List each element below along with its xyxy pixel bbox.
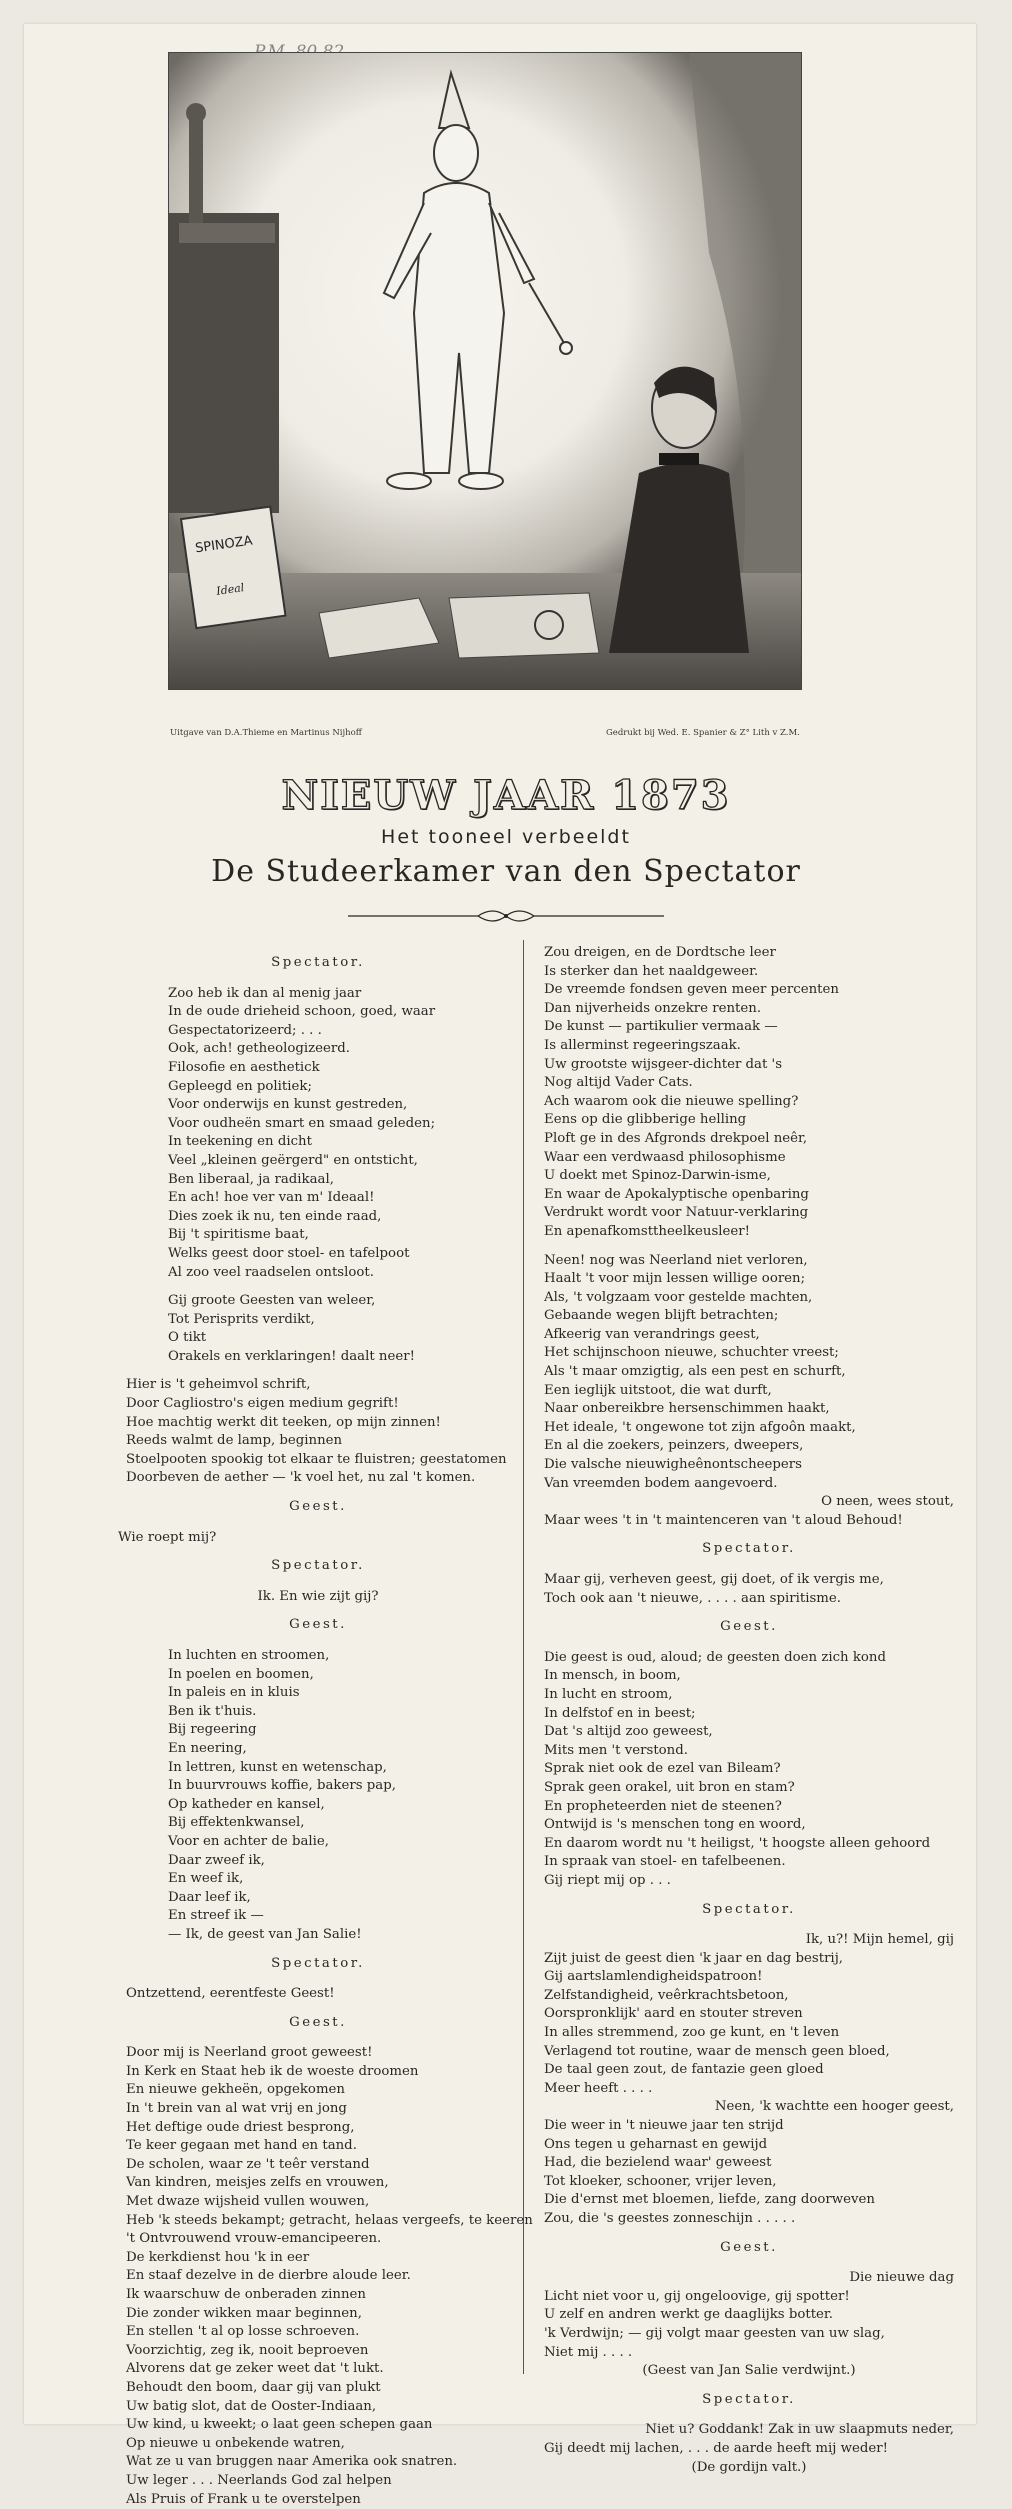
verse-line: Gij aartslamlendigheidspatroon! [544,1969,763,1985]
verse-line: Voor oudheën smart en smaad geleden; [168,1115,436,1131]
verse-line: En stellen 't al op losse schroeven. [126,2324,360,2340]
verse-line: Ontzettend, eerentfeste Geest! [126,1986,335,2002]
verse-line: In mensch, in boom, [544,1668,681,1684]
verse-line: Een ieglijk uitstoot, die wat durft, [544,1382,772,1398]
verse-line: Te keer gegaan met hand en tand. [126,2138,357,2154]
verse-line: Oorspronklijk' aard en stouter streven [544,2006,803,2022]
verse-line: Ik. En wie zijt gij? [257,1588,379,1604]
stanza-gap [118,1282,518,1292]
verse-line: Daar zweef ik, [168,1852,265,1868]
verse-line: In buurvrouws koffie, bakers pap, [168,1778,396,1794]
verse-line: Niet u? Goddank! Zak in uw slaapmuts neder, [645,2422,954,2438]
verse-line: Maar gij, verheven geest, gij doet, of ik vergis me, [544,1572,884,1587]
verse-line: 'k Verdwijn; — gij volgt maar geesten van uw slag, [544,2325,885,2341]
verse-line: Uw leger . . . Neerlands God zal helpen [126,2472,392,2488]
verse-line: In delfstof en in beest; [544,1705,696,1721]
verse-line: Tot Perisprits verdikt, [168,1311,315,1327]
verse-line: Toch ook aan 't nieuwe, . . . . aan spiritisme. [544,1590,841,1606]
verse-line: En propheteerden niet de steenen? [544,1798,782,1814]
verse-line: En nieuwe gekheën, opgekomen [126,2082,345,2098]
verse-line: En weef ik, [168,1871,244,1887]
verse-line: Hier is 't geheimvol schrift, [126,1377,311,1393]
book-label-spinoza: SPINOZA [194,533,254,557]
verse-line: En ach! hoe ver van m' Ideaal! [168,1190,375,1206]
speaker-name: Spectator. [702,1541,796,1557]
verse-line: In lettren, kunst en wetenschap, [168,1759,387,1775]
verse-line: Zijt juist de geest dien 'k jaar en dag bestrij, [544,1950,844,1966]
verse-line: Gepleegd en politiek; [168,1078,312,1094]
verse-line: Stoelpooten spookig tot elkaar te fluistren; geestatomen [126,1451,507,1467]
verse-line: Ook, ach! getheologizeerd. [168,1041,350,1057]
verse-line: Door Cagliostro's eigen medium gegrift! [126,1396,399,1412]
verse-line: Ben liberaal, ja radikaal, [168,1171,334,1187]
verse-line: Gij riept mij op . . . [544,1872,671,1888]
verse-line: Uw grootste wijsgeer-dichter dat 's [544,1056,783,1072]
speaker-name: Geest. [720,2239,778,2255]
verse-line: Gij deedt mij lachen, . . . de aarde heeft mij weder! [544,2440,888,2456]
verse-line: Sprak geen orakel, uit bron en stam? [544,1779,795,1795]
verse-line: Door mij is Neerland groot geweest! [126,2045,373,2061]
verse-line: Ploft ge in des Afgronds drekpoel neêr, [544,1130,808,1146]
verse-line: O tikt [168,1330,207,1346]
stanza-gap [118,1366,518,1376]
verse-line: (De gordijn valt.) [691,2459,807,2475]
verse-line: Die zonder wikken maar beginnen, [126,2305,362,2321]
book-label-ideal: Ideal [215,581,246,598]
verse-line: Gij groote Geesten van weleer, [168,1293,376,1309]
speaker-name: Geest. [289,1499,347,1515]
verse-line: — Ik, de geest van Jan Salie! [168,1926,362,1942]
verse-line: Welks geest door stoel- en tafelpoot [168,1245,410,1261]
verse-line: Sprak niet ook de ezel van Bileam? [544,1761,781,1777]
speaker-name: Geest. [289,1617,347,1633]
stanza-gap [544,1242,954,1252]
verse-line: Als 't maar omzigtig, als een pest en schurft, [544,1364,846,1380]
verse-line: Naar onbereikbre hersenschimmen haakt, [544,1401,830,1417]
verse-line: Voor onderwijs en kunst gestreden, [168,1097,408,1113]
verse-line: Zou dreigen, en de Dordtsche leer [544,945,776,960]
verse-line: En waar de Apokalyptische openbaring [544,1186,809,1202]
verse-line: Daar leef ik, [168,1889,251,1905]
verse-line: In 't brein van al wat vrij en jong [126,2101,347,2117]
verse-line: Ben ik t'huis. [168,1703,257,1719]
verse-line: Eens op die glibberige helling [544,1112,747,1128]
verse-line: Als Pruis of Frank u te overstelpen [126,2491,361,2507]
verse-line: Ik, u?! Mijn hemel, gij [805,1932,954,1948]
verse-line: Behoudt den boom, daar gij van plukt [126,2379,381,2395]
subtitle: Het tooneel verbeeldt [381,826,631,848]
verse-line: Is sterker dan het naaldgeweer. [544,963,759,979]
ornament-divider [348,904,664,928]
verse-line: Dan nijverheids onzekre renten. [544,1000,762,1016]
verse-line: Gespectatorizeerd; . . . [168,1022,322,1038]
verse-line: Wie roept mij? [118,1529,217,1545]
verse-line: Alvorens dat ge zeker weet dat 't lukt. [126,2361,384,2377]
speaker-name: Spectator. [271,1955,365,1971]
verse-line: En daarom wordt nu 't heiligst, 't hoogste alleen gehoord [544,1835,931,1851]
verse-line: In luchten en stroomen, [168,1648,330,1663]
verse-line: En neering, [168,1740,247,1756]
verse-line: En staaf dezelve in de dierbre aloude leer. [126,2268,411,2284]
main-title: NIEUW JAAR 1873 [281,772,731,819]
verse-line: Doorbeven de aether — 'k voel het, nu zal 't komen. [126,1470,476,1486]
verse-line: In alles stremmend, zoo ge kunt, en 't leven [544,2025,840,2041]
verse-line: In lucht en stroom, [544,1686,673,1702]
verse-line: Neen! nog was Neerland niet verloren, [544,1252,808,1268]
verse-line: Mits men 't verstond. [544,1742,688,1758]
verse-line: De taal geen zout, de fantazie geen gloed [544,2062,824,2078]
verse-line: Afkeerig van verandrings geest, [544,1326,760,1342]
verse-line: 't Ontvrouwend vrouw-emancipeeren. [126,2231,382,2247]
verse-line: Bij 't spiritisme baat, [168,1227,309,1243]
verse-line: Als, 't volgzaam voor gestelde machten, [544,1289,813,1305]
verse-line: En apenafkomsttheelkeusleer! [544,1223,750,1239]
verse-line: En streef ik — [168,1908,264,1924]
verse-line: Ach waarom ook die nieuwe spelling? [544,1093,799,1109]
verse-line: Reeds walmt de lamp, beginnen [126,1433,343,1449]
scene-title: De Studeerkamer van den Spectator [211,854,801,889]
verse-line: En al die zoekers, peinzers, dweepers, [544,1438,804,1454]
verse-line: Tot kloeker, schooner, vrijer leven, [544,2173,777,2189]
illustration-drawing [169,53,801,689]
verse-line: Zou, die 's geestes zonneschijn . . . . . [544,2211,796,2226]
verse-line: De kunst — partikulier vermaak — [544,1019,778,1035]
speaker-name: Geest. [289,2014,347,2030]
verse-line: Van kindren, meisjes zelfs en vrouwen, [126,2175,389,2191]
column-divider [523,940,524,2374]
verse-line: Die geest is oud, aloud; de geesten doen zich kond [544,1649,886,1665]
verse-line: Van vreemden bodem aangevoerd. [544,1475,778,1491]
verse-line: Die weer in 't nieuwe jaar ten strijd [544,2118,784,2134]
verse-line: Op katheder en kansel, [168,1796,325,1812]
verse-line: In spraak van stoel- en tafelbeenen. [544,1854,786,1870]
verse-line: Uw kind, u kweekt; o laat geen schepen gaan [126,2417,433,2433]
verse-line: Bij regeering [168,1722,257,1738]
speaker-name: Spectator. [271,955,365,970]
verse-line: O neen, wees stout, [821,1494,954,1510]
verse-line: U doekt met Spinoz-Darwin-isme, [544,1168,771,1184]
verse-line: Met dwaze wijsheid vullen wouwen, [126,2194,370,2210]
verse-line: Die d'ernst met bloemen, liefde, zang doorweven [544,2192,875,2208]
verse-line: Orakels en verklaringen! daalt neer! [168,1348,415,1364]
verse-line: Bij effektenkwansel, [168,1815,305,1831]
verse-line: Verlagend tot routine, waar de mensch geen bloed, [544,2043,890,2059]
verse-line: Meer heeft . . . . [544,2080,653,2096]
verse-line: In teekening en dicht [168,1134,312,1150]
verse-line: Het deftige oude driest besprong, [126,2119,355,2135]
verse-line: Het schijnschoon nieuwe, schuchter vreest; [544,1345,839,1361]
verse-line: Ontwijd is 's menschen tong en woord, [544,1817,806,1833]
verse-line: Hoe machtig werkt dit teeken, op mijn zinnen! [126,1414,441,1430]
verse-line: In Kerk en Staat heb ik de woeste droomen [126,2063,419,2079]
verse-line: Het ideale, 't ongewone tot zijn afgoôn maakt, [544,1419,856,1435]
speaker-name: Spectator. [702,2391,796,2407]
verse-line: Maar wees 't in 't maintenceren van 't aloud Behoud! [544,1512,903,1528]
imprint-publisher: Uitgave van D.A.Thieme en Martinus Nijhoff [170,728,362,738]
verse-line: Die valsche nieuwigheênontscheepers [544,1457,802,1473]
verse-line: Ik waarschuw de onberaden zinnen [126,2287,366,2302]
left-text-column [118,944,533,2509]
verse-line: (Geest van Jan Salie verdwijnt.) [642,2363,856,2379]
verse-line: Had, die bezielend waar' geweest [544,2155,772,2171]
verse-line: Filosofie en aesthetick [168,1059,320,1075]
speaker-name: Geest. [720,1619,778,1635]
verse-line: Dat 's altijd zoo geweest, [544,1724,713,1740]
verse-line: Verdrukt wordt voor Natuur-verklaring [544,1205,809,1221]
verse-line: Dies zoek ik nu, ten einde raad, [168,1208,382,1224]
verse-line: De kerkdienst hou 'k in eer [126,2249,310,2265]
verse-line: Op nieuwe u onbekende watren, [126,2435,345,2451]
verse-line: Uw batig slot, dat de Ooster-Indiaan, [126,2398,377,2414]
verse-line: Is allerminst regeeringszaak. [544,1037,741,1053]
lithograph-illustration [168,52,802,690]
verse-line: In poelen en boomen, [168,1666,314,1682]
imprint-printer: Gedrukt bij Wed. E. Spanier & Z° Lith v Z.M. [606,728,800,738]
verse-line: In de oude drieheid schoon, goed, waar [168,1004,436,1020]
verse-line: Voor en achter de balie, [168,1833,330,1849]
right-text-column [544,944,954,2477]
verse-line: Wat ze u van bruggen naar Amerika ook snatren. [126,2454,458,2470]
verse-line: Zelfstandigheid, veêrkrachtsbetoon, [544,1987,789,2003]
speaker-name: Spectator. [702,1901,796,1917]
verse-line: Die nieuwe dag [849,2270,954,2286]
verse-line: Al zoo veel raadselen ontsloot. [168,1264,374,1280]
verse-line: De scholen, waar ze 't teêr verstand [126,2156,370,2172]
verse-line: Heb 'k steeds bekampt; getracht, helaas vergeefs, te keeren [126,2212,533,2228]
verse-line: Nog altijd Vader Cats. [544,1075,693,1091]
verse-line: Haalt 't voor mijn lessen willige ooren; [544,1271,806,1287]
verse-line: U zelf en andren werkt ge daaglijks botter. [544,2307,834,2323]
verse-line: In paleis en in kluis [168,1685,300,1701]
verse-line: Ons tegen u geharnast en gewijd [544,2136,768,2152]
verse-line: Zoo heb ik dan al menig jaar [168,985,362,1001]
verse-line: Gebaande wegen blijft betrachten; [544,1308,779,1324]
verse-line: Voorzichtig, zeg ik, nooit beproeven [126,2342,369,2358]
speaker-name: Spectator. [271,1558,365,1574]
verse-line: Neen, 'k wachtte een hooger geest, [714,2099,954,2115]
verse-line: Veel „kleinen geërgerd" en ontsticht, [168,1152,418,1168]
verse-line: De vreemde fondsen geven meer percenten [544,982,839,998]
verse-line: Waar een verdwaasd philosophisme [544,1149,786,1165]
verse-line: Licht niet voor u, gij ongeloovige, gij spotter! [544,2288,850,2304]
verse-line: Niet mij . . . . [544,2344,633,2360]
